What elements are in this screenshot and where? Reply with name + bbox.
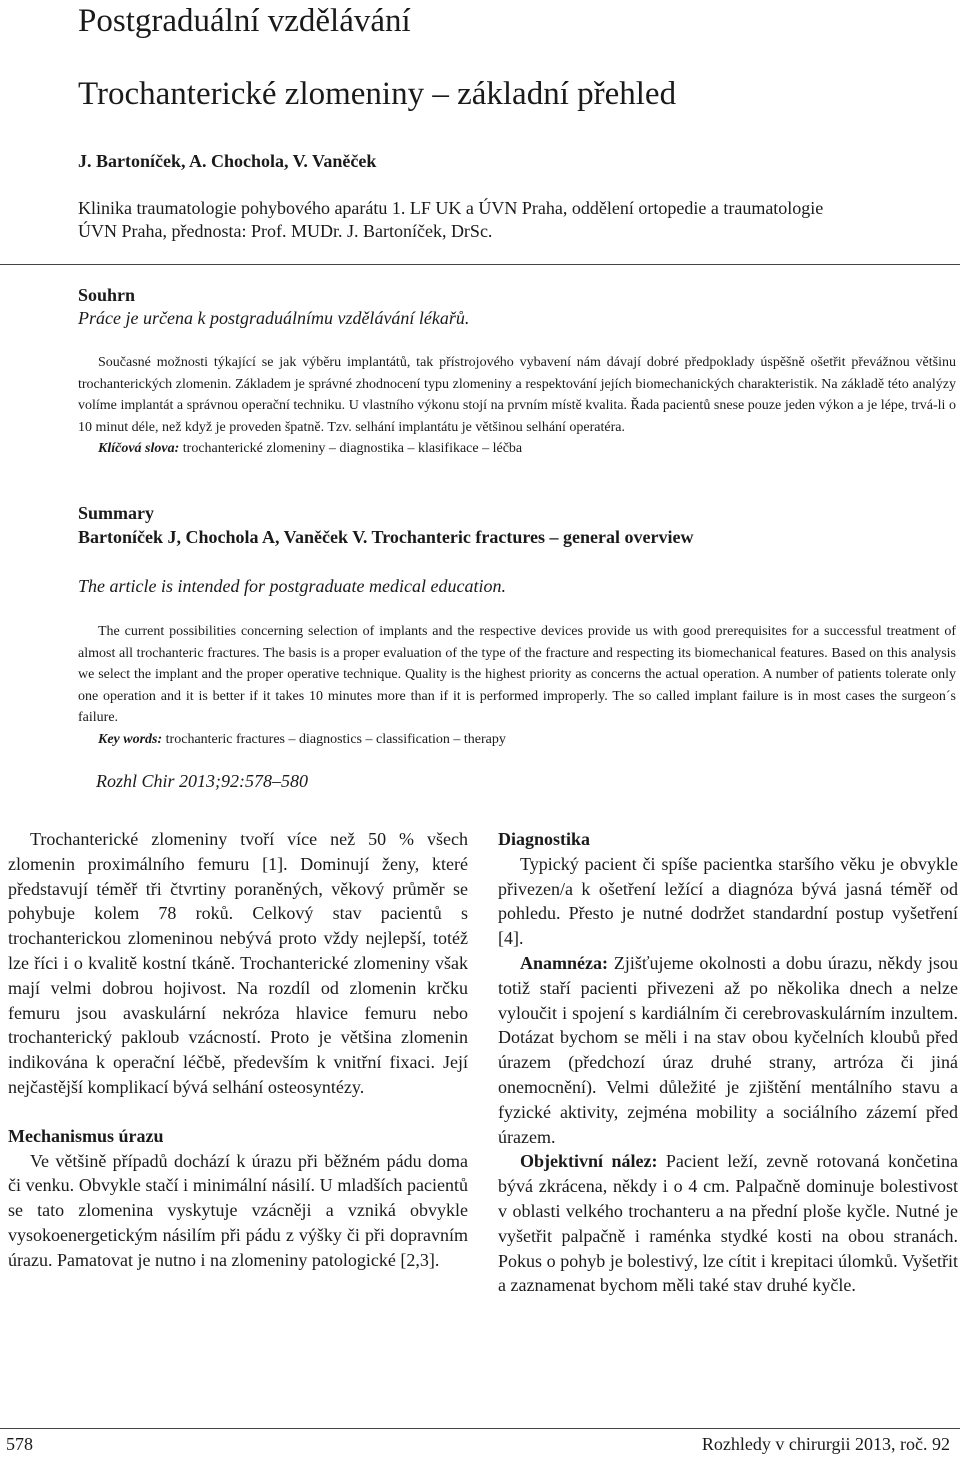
article-title: Trochanterické zlomeniny – základní přehled bbox=[78, 76, 677, 112]
anamnesis-paragraph bbox=[498, 951, 958, 1149]
summary-heading: Summary bbox=[78, 503, 154, 523]
objective-findings-label: Objektivní nález: bbox=[520, 1151, 658, 1172]
diagnostics-heading: Diagnostika bbox=[498, 829, 591, 849]
mechanism-paragraph: Ve většině případů dochází k úrazu při běžném pádu doma či venku. Obvykle stačí i minimální násilí. U mladších pacientů se tato zlomenina vyskytuje vzácněji a vzniká obvykle vysokoenergetickým násilím při pádu z výšky či při dopravním úrazu. Pamatovat je nutno i na zlomeniny patologické [2,3]. bbox=[8, 1150, 468, 1270]
souhrn-keywords bbox=[78, 438, 956, 460]
souhrn-lead: Práce je určena k postgraduálnímu vzdělávání lékařů. bbox=[78, 308, 470, 328]
summary-keywords bbox=[78, 729, 956, 751]
souhrn-abstract bbox=[78, 352, 956, 460]
section-label: Postgraduální vzdělávání bbox=[78, 3, 411, 39]
souhrn-heading: Souhrn bbox=[78, 285, 136, 305]
anamnesis-label: Anamnéza: bbox=[520, 952, 608, 973]
page-number: 578 bbox=[6, 1434, 33, 1454]
summary-keywords-text: trochanteric fractures – diagnostics – classification – therapy bbox=[165, 731, 506, 747]
citation: Rozhl Chir 2013;92:578–580 bbox=[96, 771, 309, 791]
objective-findings-paragraph bbox=[498, 1149, 958, 1298]
summary-title-line: Bartoníček J, Chochola A, Vaněček V. Trochanteric fractures – general overview bbox=[78, 527, 694, 547]
affiliation-line-2: ÚVN Praha, přednosta: Prof. MUDr. J. Bartoníček, DrSc. bbox=[78, 221, 493, 241]
header-divider bbox=[0, 264, 960, 265]
affiliation bbox=[78, 197, 958, 243]
intro-paragraph: Trochanterické zlomeniny tvoří více než 50 % všech zlomenin proximálního femuru [1]. Dominují ženy, které představují téměř tři čtvrtiny poraněných, věkový průměr se pohybuje kolem 78 roků. Celkový stav pacientů s trochanterickou zlomeninou nebývá proto vždy nejlepší, totéž lze říci i o kvalitě kostní tkáně. Trochanterické zlomeniny však mají velmi dobrou hojivost. Na rozdíl od zlomenin krčku femuru jsou avaskulární nekróza hlavice femuru nebo trochanterický pakloub vzácností. Proto je většina zlomenin indikována k operační léčbě, především k vnitřní fixaci. Její nejčastější komplikací bývá selhání osteosyntézy. bbox=[8, 829, 468, 1097]
souhrn-keywords-label: Klíčová slova: bbox=[98, 441, 180, 456]
anamnesis-text: Zjišťujeme okolnosti a dobu úrazu, někdy jsou totiž staří pacienti přivezeni až po několika dnech a nelze vyloučit i spojení s kardiálním či cerebrovaskulárním inzultem. Dotázat bychom se měli i na stav obou kyčelních kloubů před úrazem (předchozí úraz druhé strany, artróza či jiná onemocnění). Velmi důležité je zjištění mentálního stavu a fyzické aktivity, zejména mobility a sociálního zázemí před úrazem. bbox=[498, 952, 959, 1147]
authors: J. Bartoníček, A. Chochola, V. Vaněček bbox=[78, 151, 377, 171]
footer-divider bbox=[0, 1428, 960, 1429]
summary-abstract bbox=[78, 621, 956, 750]
mechanism-heading: Mechanismus úrazu bbox=[8, 1125, 164, 1146]
diagnostics-paragraph: Typický pacient či spíše pacientka staršího věku je obvykle přivezen/a k ošetření ležící a diagnóza bývá jasná téměř od pohledu. Přesto je nutné dodržet standardní postup vyšetření [4]. bbox=[498, 853, 958, 949]
summary-keywords-label: Key words: bbox=[98, 731, 163, 747]
journal-name: Rozhledy v chirurgii 2013, roč. 92 bbox=[701, 1434, 950, 1454]
left-column bbox=[8, 827, 468, 1273]
right-column bbox=[498, 827, 958, 1298]
objective-findings-text: Pacient leží, zevně rotovaná končetina bývá zkrácena, někdy i o 4 cm. Palpačně dominuje bolestivost v oblasti velkého trochanteru a na přední ploše kyčle. Nutné je vyšetřit palpačně i raménka stydké kosti na obou stranách. Pokus o pohyb je bolestivý, lze cítit i krepitaci úlomků. Vyšetřit a zaznamenat bychom měli také stav druhé kyčle. bbox=[498, 1151, 958, 1296]
souhrn-body: Současné možnosti týkající se jak výběru implantátů, tak přístrojového vybavení nám dávají dobré předpoklady úspěšně ošetřit převážnou většinu trochanterických zlomenin. Základem je správné zhodnocení typu zlomeniny a respektování jejích biomechanických charakteristik. Na základě této analýzy volíme implantát a správnou operační techniku. U vlastního výkonu stojí na prvním místě kvalita. Řada pacientů snese pouze jeden výkon a je lépe, trvá-li o 10 minut déle, než když je proveden špatně. Tzv. selhání implantátu je většinou selhání operatéra. bbox=[78, 355, 956, 435]
summary-lead: The article is intended for postgraduate medical education. bbox=[78, 576, 506, 596]
affiliation-line-1: Klinika traumatologie pohybového aparátu 1. LF UK a ÚVN Praha, oddělení ortopedie a traumatologie bbox=[78, 198, 824, 218]
souhrn-keywords-text: trochanterické zlomeniny – diagnostika – klasifikace – léčba bbox=[182, 441, 523, 456]
summary-body: The current possibilities concerning selection of implants and the respective devices provide us with good prerequisites for a successful treatment of almost all trochanteric fractures. The basis is a proper evaluation of the type of the fracture and respecting its biomechanical features. Based on this analysis we select the implant and the proper operative technique. Quality is the highest priority as concerns the actual operation. A number of patients tolerate only one operation and it is better if it takes 10 minutes more than if it is performed improperly. The so called implant failure is in most cases the surgeon´s failure. bbox=[78, 624, 956, 725]
